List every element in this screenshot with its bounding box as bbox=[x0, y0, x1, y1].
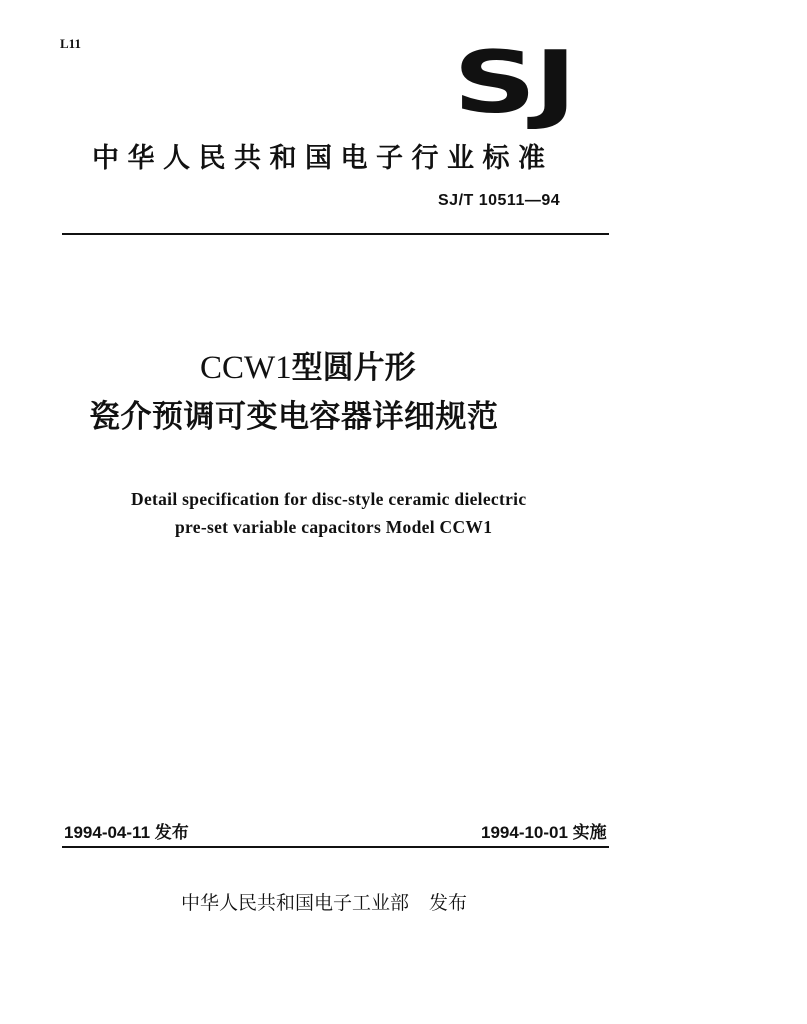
organization-title: 中华人民共和国电子行业标准 bbox=[92, 143, 554, 174]
implementation-date: 1994-10-01 实施 bbox=[481, 823, 607, 842]
title-cn-line1 bbox=[200, 342, 416, 387]
issue-date: 1994-04-11 发布 bbox=[64, 823, 189, 842]
title-en-line1: Detail specification for disc-style ceramic dielectric bbox=[131, 489, 527, 509]
publisher-name: 中华人民共和国电子工业部 bbox=[181, 892, 410, 914]
publisher-line bbox=[181, 888, 467, 915]
top-divider bbox=[62, 233, 609, 235]
title-cn-model: CCW1 bbox=[200, 350, 292, 386]
publish-action: 发布 bbox=[429, 892, 468, 914]
sj-logo: SJ bbox=[453, 33, 575, 133]
classification-code: L11 bbox=[60, 36, 81, 51]
title-en-line2: pre-set variable capacitors Model CCW1 bbox=[175, 517, 493, 537]
title-cn-line1-rest: 型圆片形 bbox=[291, 350, 416, 386]
title-cn-line2: 瓷介预调可变电容器详细规范 bbox=[89, 399, 499, 435]
bottom-divider bbox=[62, 846, 609, 848]
standard-number: SJ/T 10511—94 bbox=[438, 192, 561, 209]
